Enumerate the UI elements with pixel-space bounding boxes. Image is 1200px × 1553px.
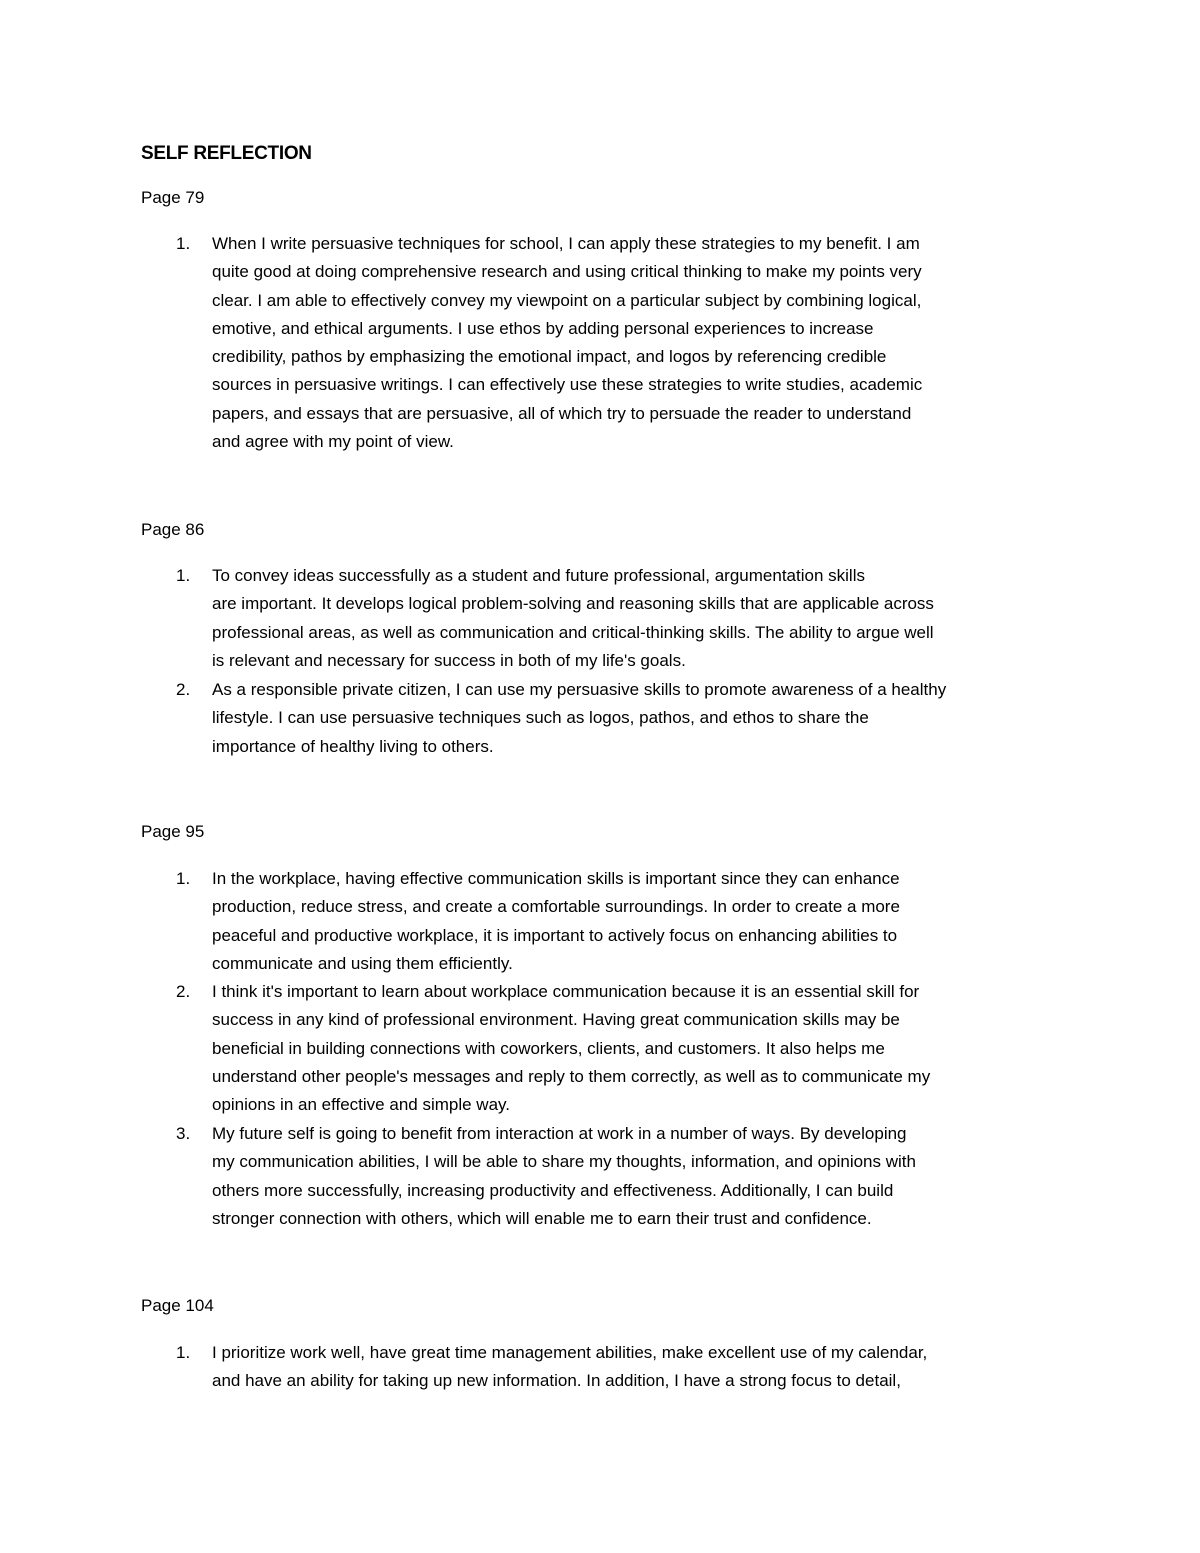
list-item-line: production, reduce stress, and create a comfortable surroundings. In order to create a more: [212, 897, 900, 917]
list-item-number: 3.: [176, 1124, 191, 1143]
section-page-label: Page 86: [141, 520, 205, 539]
section-page-label: Page 79: [141, 188, 205, 207]
list-item-line: success in any kind of professional environment. Having great communication skills may be: [212, 1010, 900, 1030]
list-item-line: stronger connection with others, which will enable me to earn their trust and confidence.: [212, 1208, 872, 1228]
list-item-line: credibility, pathos by emphasizing the emotional impact, and logos by referencing credible: [212, 347, 887, 367]
list-item: [212, 978, 1072, 1119]
list-item-line: opinions in an effective and simple way.: [212, 1095, 510, 1115]
list-item-line: importance of healthy living to others.: [212, 736, 494, 756]
list-item-number: 1.: [176, 869, 191, 888]
list-item-line: my communication abilities, I will be able to share my thoughts, information, and opinions with: [212, 1152, 916, 1172]
list-item-number: 1.: [176, 234, 191, 253]
list-item: [212, 1339, 1072, 1396]
list-item-line: As a responsible private citizen, I can use my persuasive skills to promote awareness of a healthy: [212, 680, 947, 699]
list-item: [212, 562, 1072, 675]
list-item: [212, 865, 1072, 978]
list-item-line: I prioritize work well, have great time management abilities, make excellent use of my calendar,: [212, 1343, 928, 1362]
list-item-line: clear. I am able to effectively convey my viewpoint on a particular subject by combining logical,: [212, 290, 922, 310]
list-item-number: 2.: [176, 982, 191, 1001]
list-item-line: lifestyle. I can use persuasive techniques such as logos, pathos, and ethos to share the: [212, 708, 869, 728]
document-title: SELF REFLECTION: [141, 143, 312, 164]
list-item-line: When I write persuasive techniques for school, I can apply these strategies to my benefit. I am: [212, 234, 920, 253]
list-item-line: communicate and using them efficiently.: [212, 953, 513, 973]
list-item-line: others more successfully, increasing productivity and effectiveness. Additionally, I can build: [212, 1180, 894, 1200]
list-item-line: beneficial in building connections with coworkers, clients, and customers. It also helps me: [212, 1038, 885, 1058]
list-item-line: and agree with my point of view.: [212, 432, 454, 452]
list-item-line: My future self is going to benefit from interaction at work in a number of ways. By developing: [212, 1124, 907, 1143]
list-item-line: papers, and essays that are persuasive, all of which try to persuade the reader to understand: [212, 403, 912, 423]
list-item-line: emotive, and ethical arguments. I use ethos by adding personal experiences to increase: [212, 318, 874, 338]
list-item-line: and have an ability for taking up new information. In addition, I have a strong focus to detail,: [212, 1371, 901, 1391]
list-item-line: quite good at doing comprehensive research and using critical thinking to make my points very: [212, 262, 922, 282]
list-item-line: peaceful and productive workplace, it is important to actively focus on enhancing abilities to: [212, 925, 898, 945]
list-item-line: is relevant and necessary for success in both of my life's goals.: [212, 650, 686, 670]
list-item-line: professional areas, as well as communication and critical-thinking skills. The ability to argue well: [212, 622, 934, 642]
list-item-line: To convey ideas successfully as a student and future professional, argumentation skills: [212, 566, 865, 585]
list-item: [212, 1120, 1072, 1233]
list-item-number: 2.: [176, 680, 191, 699]
list-item-number: 1.: [176, 1343, 191, 1362]
list-item-number: 1.: [176, 566, 191, 585]
list-item: [212, 230, 1072, 456]
list-item-line: sources in persuasive writings. I can effectively use these strategies to write studies, academic: [212, 375, 923, 395]
list-item-line: In the workplace, having effective communication skills is important since they can enhance: [212, 869, 900, 888]
list-item-line: I think it's important to learn about workplace communication because it is an essential skill for: [212, 982, 920, 1001]
list-item-line: are important. It develops logical problem-solving and reasoning skills that are applicable across: [212, 594, 934, 614]
section-page-label: Page 104: [141, 1296, 214, 1315]
list-item: [212, 676, 1072, 761]
list-item-line: understand other people's messages and reply to them correctly, as well as to communicate my: [212, 1066, 931, 1086]
section-page-label: Page 95: [141, 822, 205, 841]
